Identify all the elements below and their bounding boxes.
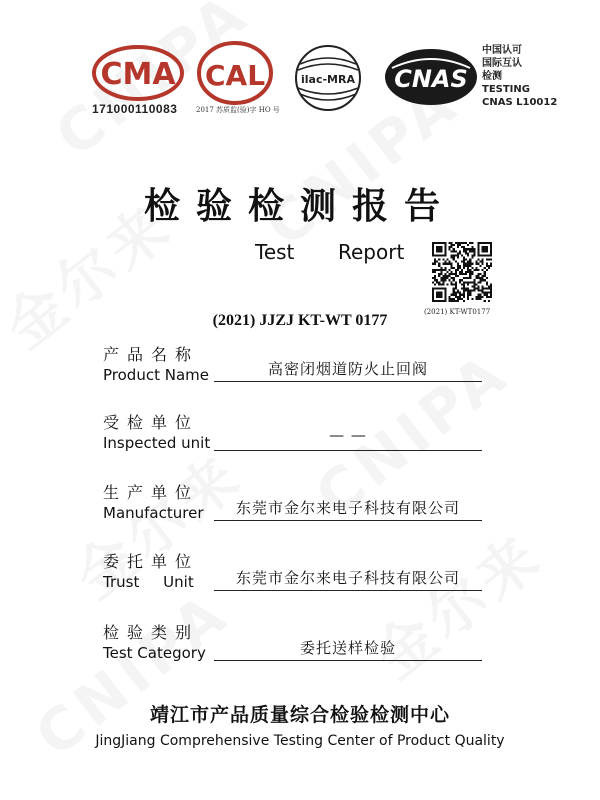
cma-logo-icon xyxy=(92,44,184,102)
svg-text:CMA: CMA xyxy=(100,57,176,92)
field-underline xyxy=(214,381,482,382)
field-label-en-inspected: Inspected unit xyxy=(103,434,211,452)
field-underline xyxy=(214,520,482,521)
title-en-test: Test xyxy=(255,240,295,264)
field-underline xyxy=(214,660,482,661)
field-underline xyxy=(214,450,482,451)
field-label-cn-inspected: 受检单位 xyxy=(103,413,200,432)
issuer-name-cn: 靖江市产品质量综合检验检测中心 xyxy=(149,704,450,726)
qr-caption: (2021) KT-WT0177 xyxy=(424,308,491,316)
field-value-product: 高密闭烟道防火止回阀 xyxy=(267,360,428,378)
field-value-category: 委托送样检验 xyxy=(299,639,396,657)
field-label-cn-category: 检验类别 xyxy=(103,623,200,642)
watermark xyxy=(354,510,557,694)
issuer-name-en: JingJiang Comprehensive Testing Center of Product Quality xyxy=(95,733,505,749)
page-title: 检验检测报告 xyxy=(143,185,456,227)
field-label-cn-manufacturer: 生产单位 xyxy=(103,483,200,502)
field-label-en-manufacturer: Manufacturer xyxy=(103,504,204,522)
field-underline xyxy=(214,590,482,591)
cma-number: 171000110083 xyxy=(92,102,178,116)
cnas-logo-icon xyxy=(384,48,478,106)
svg-text:ilac-MRA: ilac-MRA xyxy=(301,73,355,86)
svg-text:CNAS: CNAS xyxy=(394,65,468,93)
field-value-trust: 东莞市金尔来电子科技有限公司 xyxy=(235,569,460,587)
field-label-en-product: Product Name xyxy=(103,366,209,384)
cal-logo-icon xyxy=(196,40,274,106)
title-en-report: Report xyxy=(338,240,405,264)
field-label-en-category: Test Category xyxy=(103,644,206,662)
cnas-accreditation-text: 中国认可 国际互认 检测 TESTING CNAS L10012 xyxy=(482,45,558,108)
cal-caption: 2017 苏质监(验)字 HO 号 xyxy=(196,106,280,114)
field-label-cn-trust: 委托单位 xyxy=(103,552,200,571)
field-label-cn-product: 产品名称 xyxy=(103,345,200,364)
field-value-manufacturer: 东莞市金尔来电子科技有限公司 xyxy=(235,499,460,517)
field-label-en-trust: Trust Unit xyxy=(103,573,194,591)
qr-code-icon xyxy=(432,242,492,302)
field-value-inspected: — — xyxy=(329,426,367,444)
ilac-mra-logo-icon xyxy=(290,44,366,112)
svg-text:CAL: CAL xyxy=(204,59,266,92)
report-number: (2021) JJZJ KT-WT 0177 xyxy=(212,312,388,329)
